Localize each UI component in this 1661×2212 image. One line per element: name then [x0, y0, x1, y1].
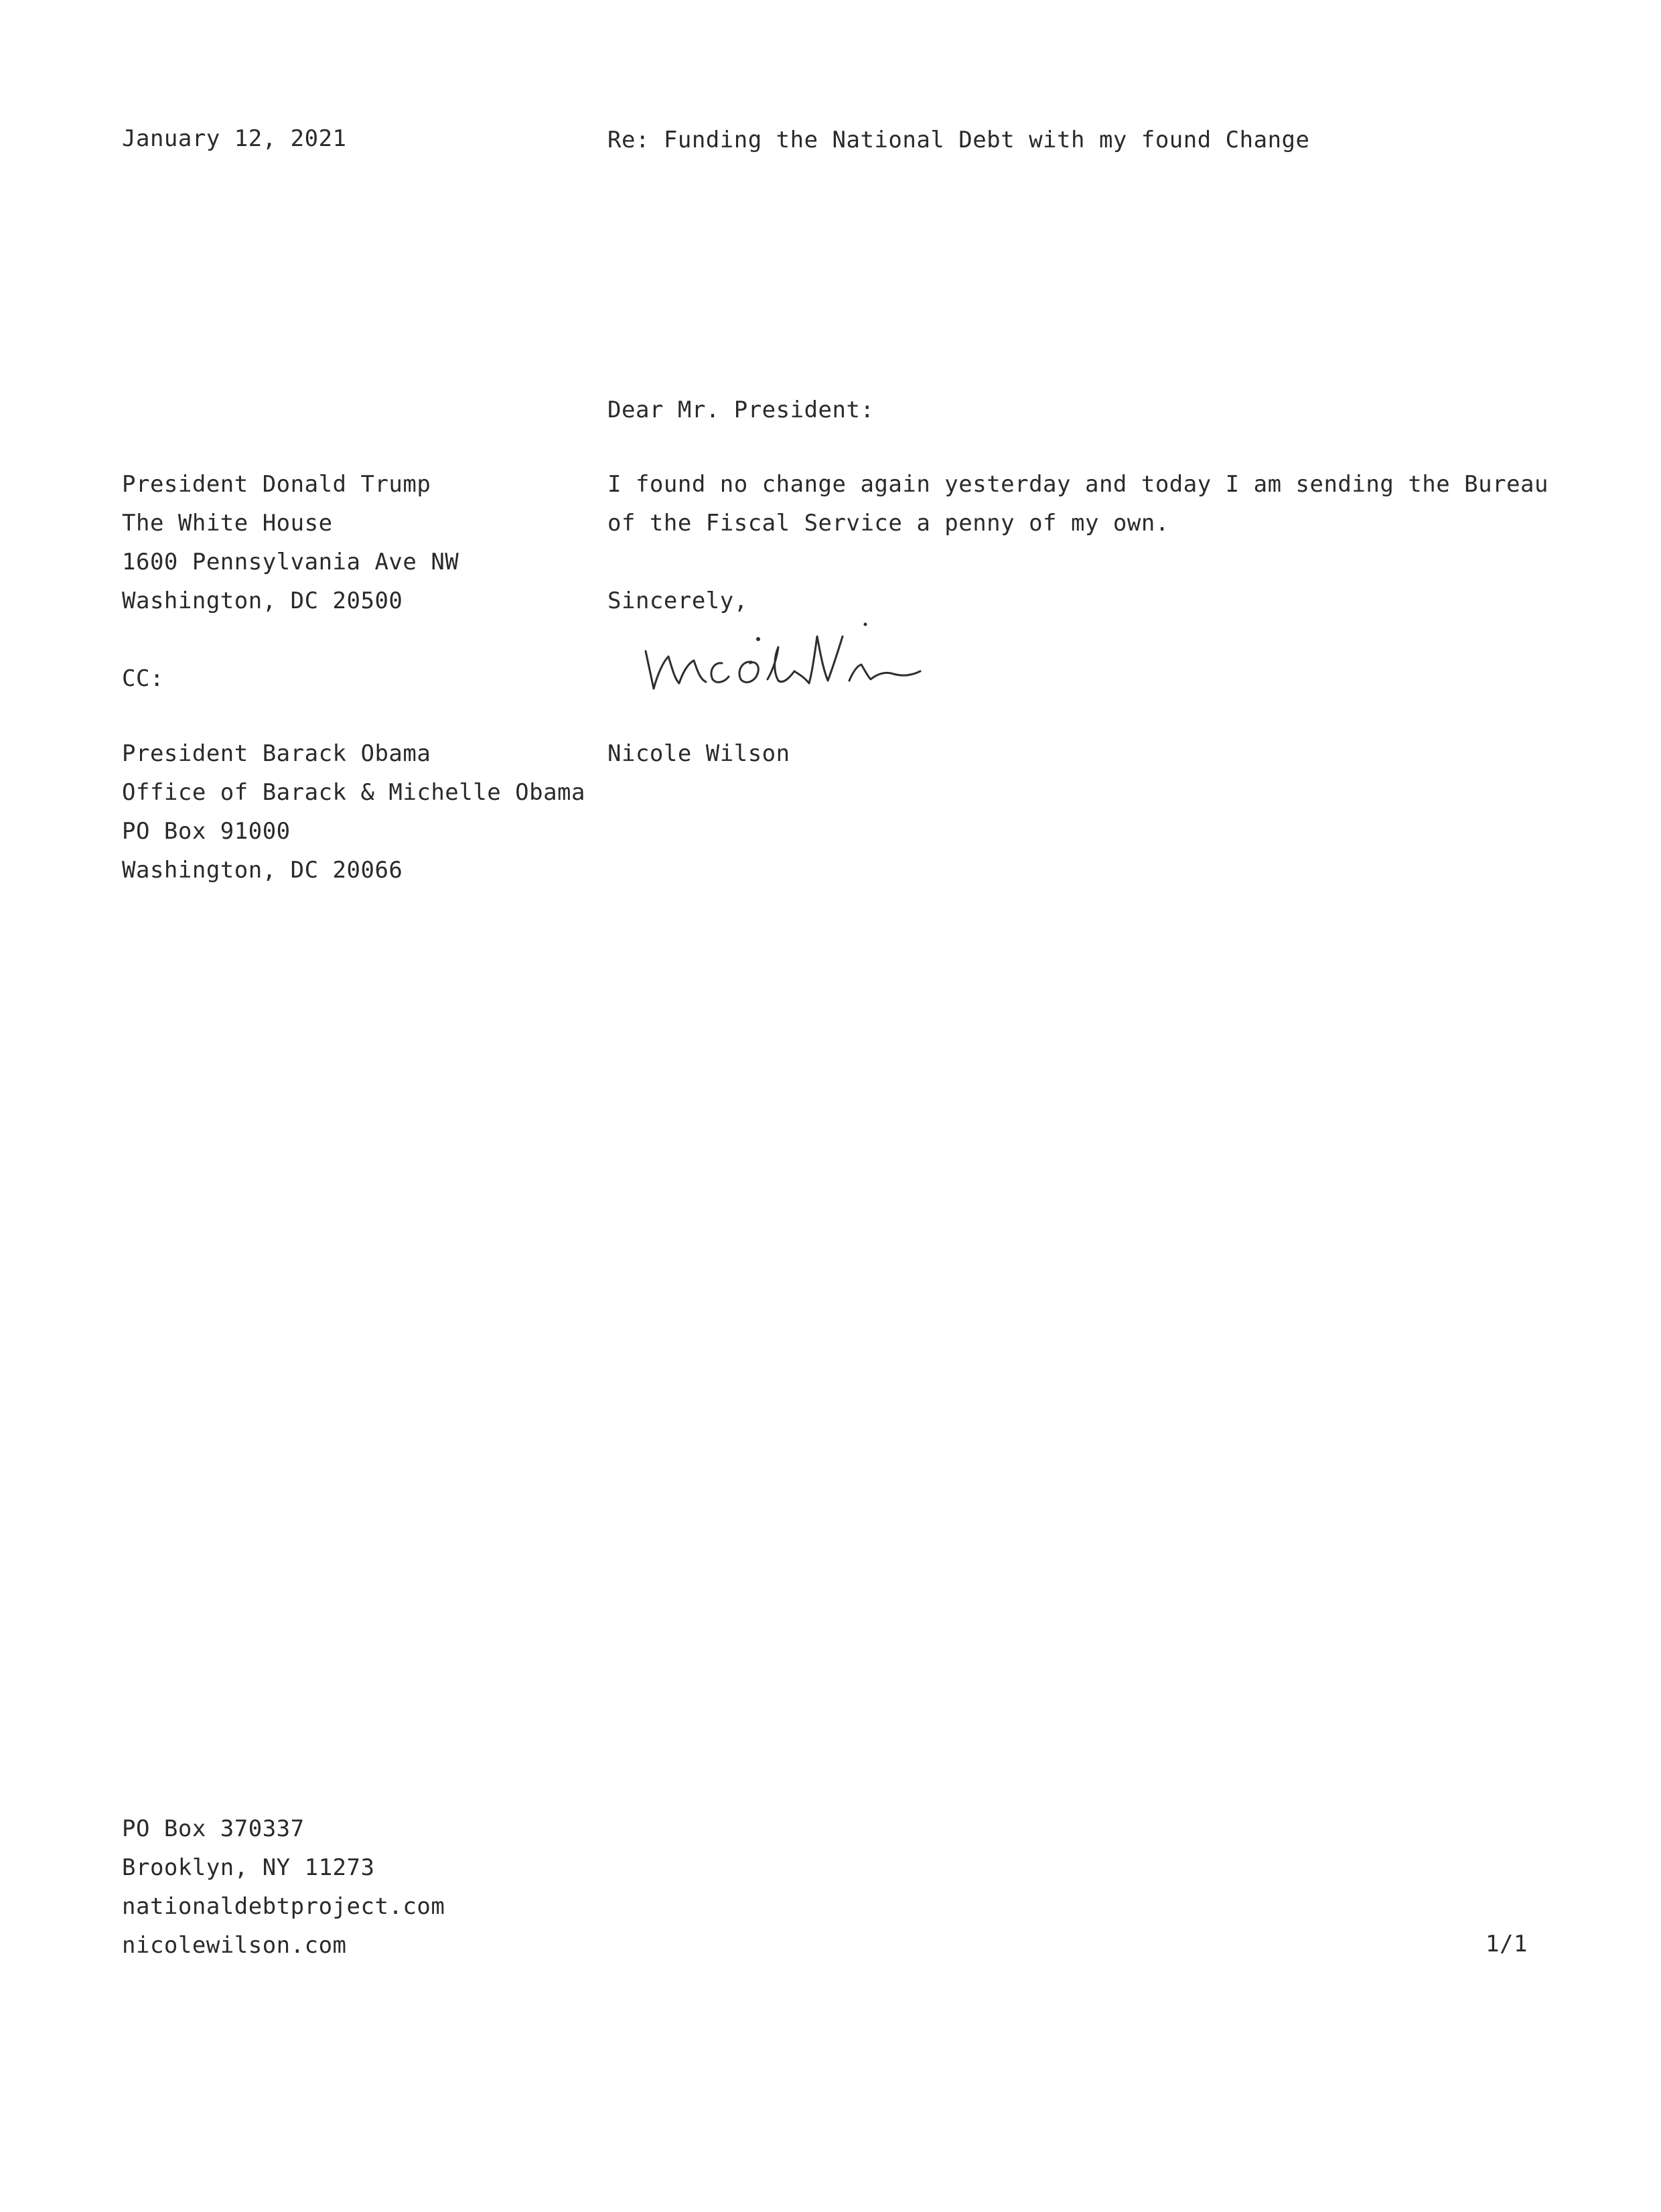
cc-line: Office of Barack & Michelle Obama — [122, 779, 586, 806]
cc-label: CC: — [122, 665, 164, 692]
cc-line: PO Box 91000 — [122, 818, 291, 845]
footer-line: PO Box 370337 — [122, 1815, 305, 1842]
cc-line: President Barack Obama — [122, 740, 431, 767]
recipient-line: The White House — [122, 510, 333, 537]
recipient-line: Washington, DC 20500 — [122, 587, 403, 614]
signer-name: Nicole Wilson — [607, 740, 790, 767]
footer-line: nationaldebtproject.com — [122, 1893, 445, 1920]
footer-line: nicolewilson.com — [122, 1932, 347, 1959]
cc-line: Washington, DC 20066 — [122, 857, 403, 884]
letter-date: January 12, 2021 — [122, 125, 347, 152]
recipient-line: President Donald Trump — [122, 471, 431, 498]
body-line: of the Fiscal Service a penny of my own. — [607, 510, 1169, 537]
footer-line: Brooklyn, NY 11273 — [122, 1854, 375, 1881]
salutation: Dear Mr. President: — [607, 397, 875, 423]
subject-line: Re: Funding the National Debt with my found Change — [607, 127, 1310, 153]
page-number: 1/1 — [1486, 1931, 1528, 1957]
recipient-line: 1600 Pennsylvania Ave NW — [122, 549, 459, 575]
handwritten-signature — [636, 610, 985, 717]
closing: Sincerely, — [607, 587, 748, 614]
body-line: I found no change again yesterday and today I am sending the Bureau — [607, 471, 1548, 498]
